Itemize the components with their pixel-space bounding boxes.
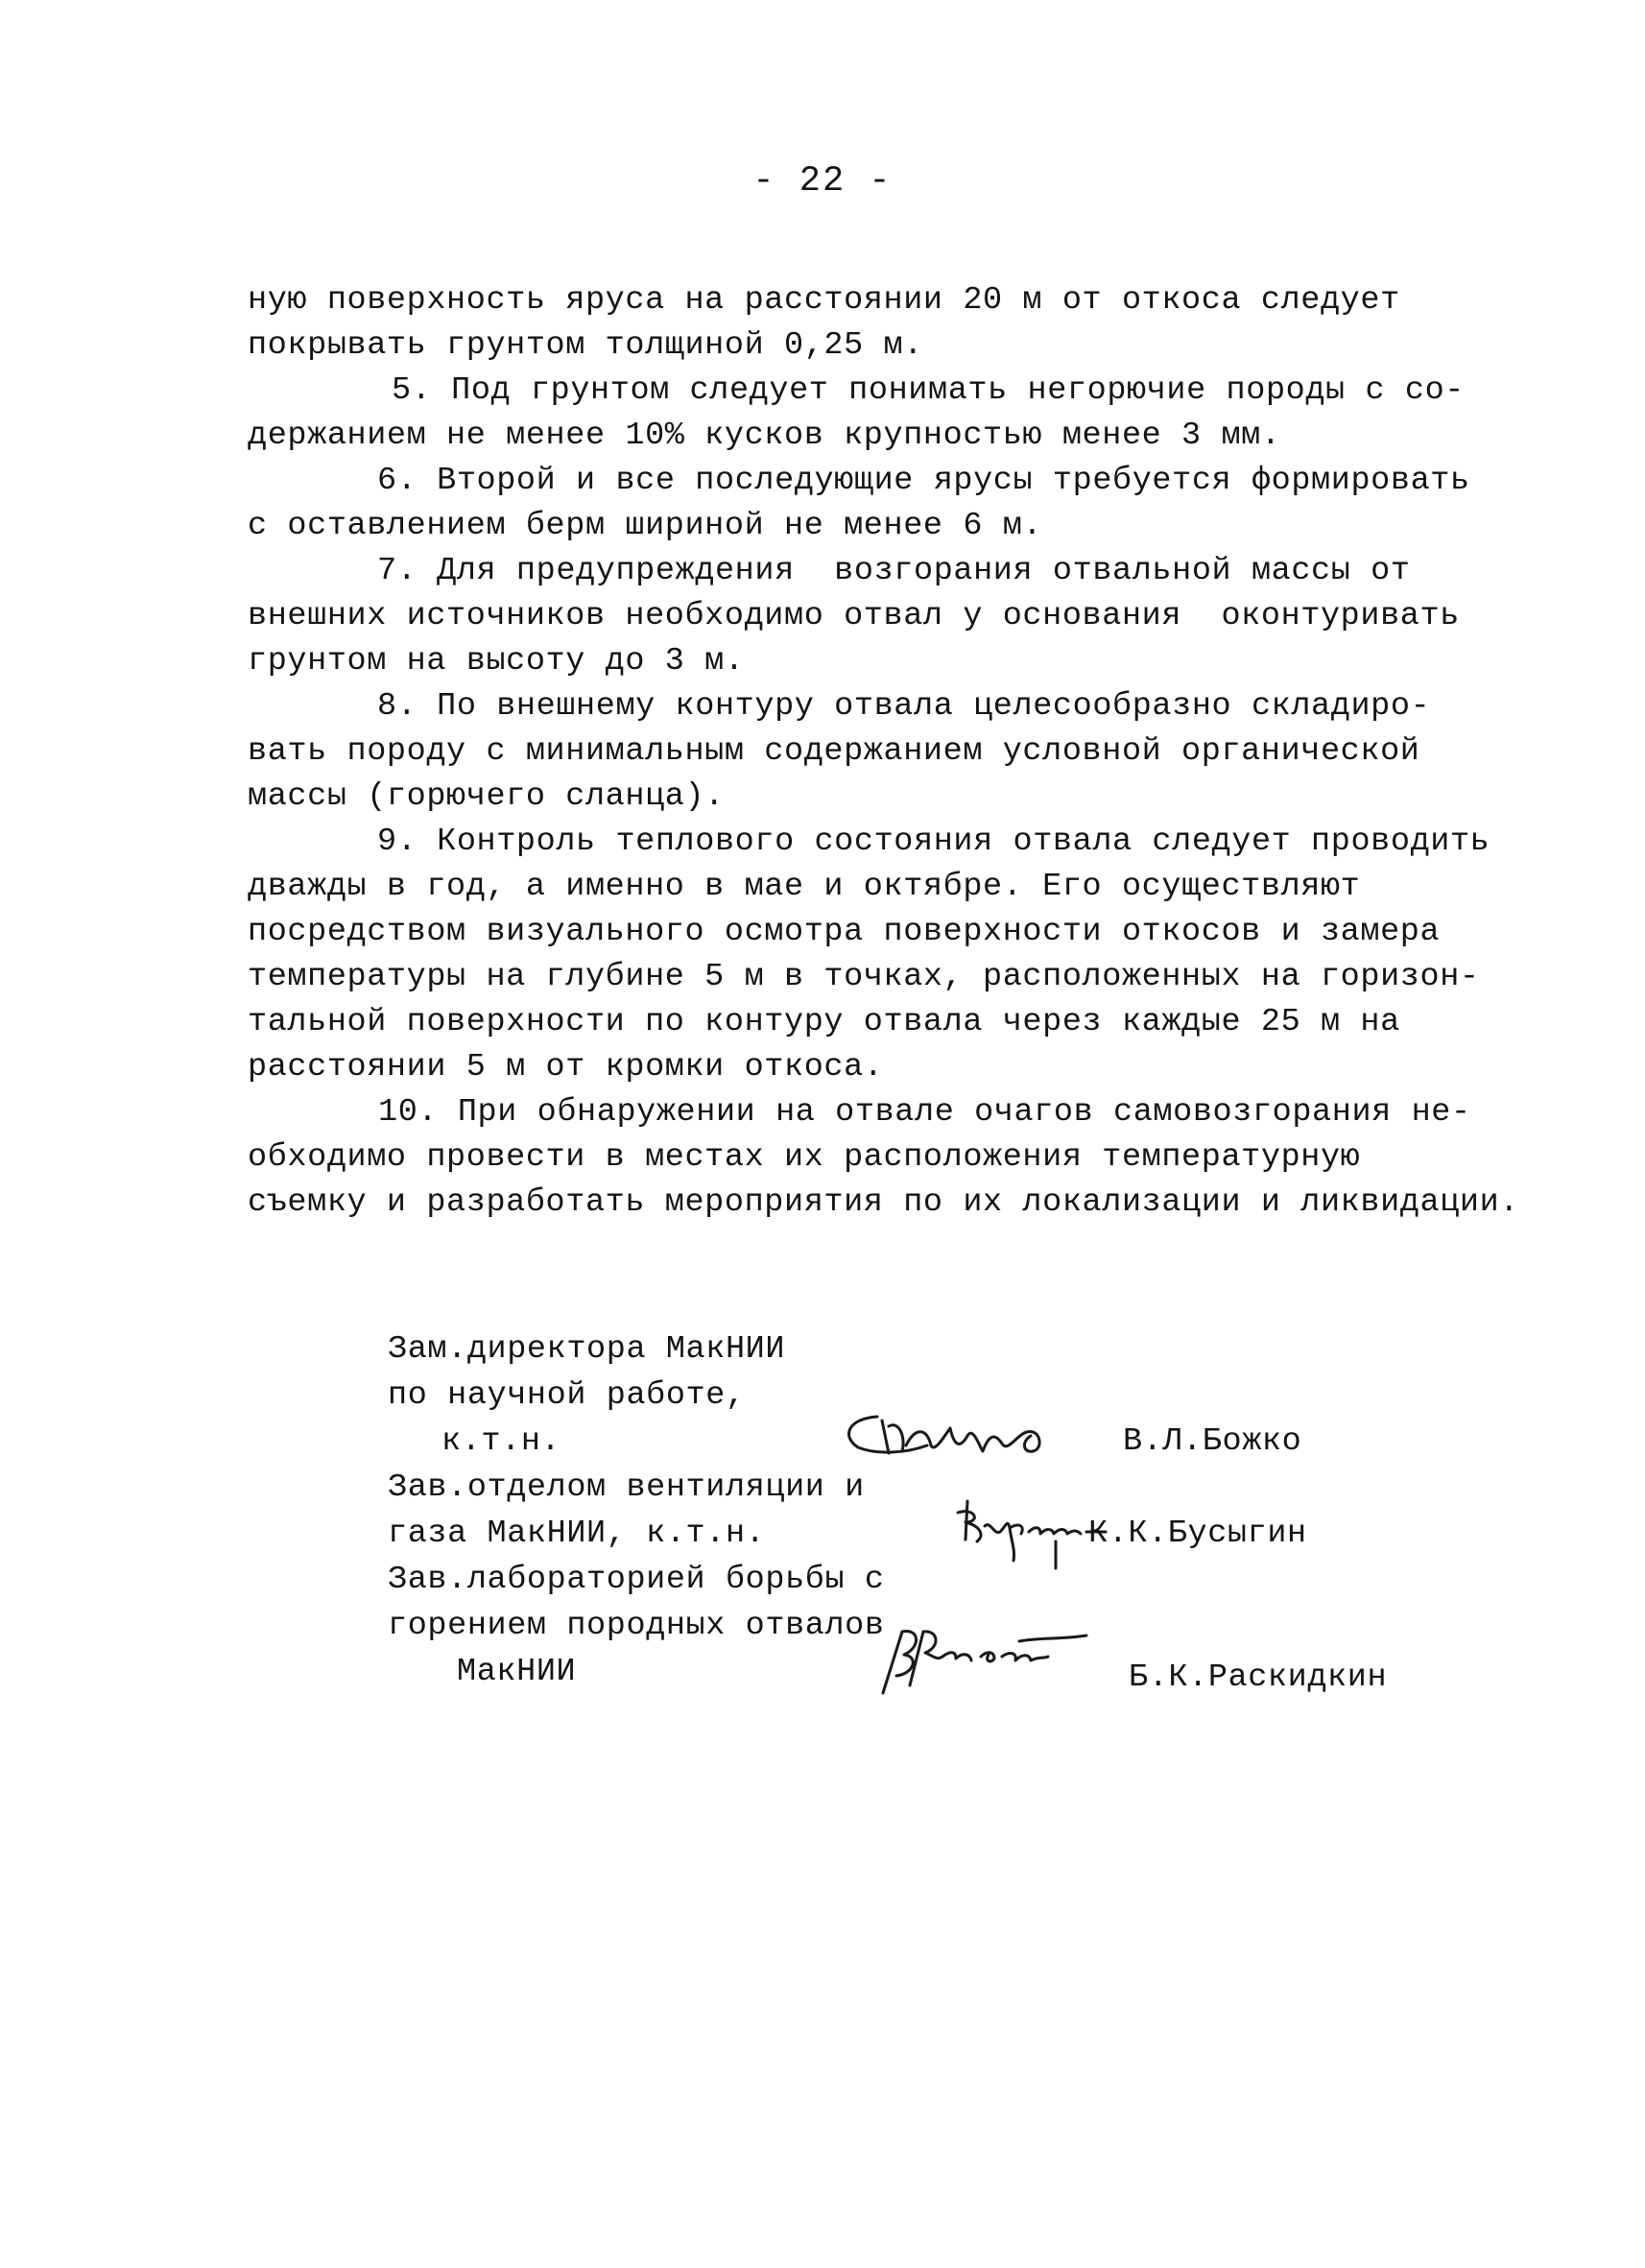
signature-raskidkin xyxy=(875,1618,1125,1705)
signatory-title: по научной работе, xyxy=(388,1377,746,1414)
text-line: с оставлением берм шириной не менее 6 м. xyxy=(248,508,1043,544)
text-line: ную поверхность яруса на расстоянии 20 м от откоса следует xyxy=(248,282,1400,319)
paragraph-6-line: 6. Второй и все последующие ярусы требуется формировать xyxy=(377,463,1470,499)
text-line: внешних источников необходимо отвал у основания оконтуривать xyxy=(248,598,1460,634)
text-line: дважды в год, а именно в мае и октябре. Его осуществляют xyxy=(248,869,1361,905)
text-line: посредством визуального осмотра поверхности откосов и замера xyxy=(248,914,1441,950)
signature-bozhko xyxy=(839,1407,1108,1465)
signature-block xyxy=(388,1330,1443,1733)
signatory-title: МакНИИ xyxy=(457,1654,577,1690)
paragraph-7-line: 7. Для предупреждения возгорания отвальной массы от xyxy=(377,553,1411,589)
signatory-title: Зам.директора МакНИИ xyxy=(388,1331,786,1368)
text-line: температуры на глубине 5 м в точках, расположенных на горизон- xyxy=(248,959,1480,995)
signatory-name: В.Л.Божко xyxy=(1123,1423,1302,1460)
signatory-name: К.К.Бусыгин xyxy=(1088,1516,1307,1552)
text-line: съемку и разработать мероприятия по их локализации и ликвидации. xyxy=(248,1184,1520,1221)
signatory-title: горением породных отвалов xyxy=(388,1608,885,1644)
signatory-name: Б.К.Раскидкин xyxy=(1129,1659,1388,1696)
text-line: грунтом на высоту до 3 м. xyxy=(248,643,745,680)
paragraph-5-line: 5. Под грунтом следует понимать негорючие породы с со- xyxy=(392,372,1465,409)
signatory-title: газа МакНИИ, к.т.н. xyxy=(388,1516,766,1552)
signatory-title: Зав.лабораторией борьбы с xyxy=(388,1562,885,1598)
signatory-title: Зав.отделом вентиляции и xyxy=(388,1469,865,1506)
text-line: вать породу с минимальным содержанием условной органической xyxy=(248,733,1420,770)
text-line: покрывать грунтом толщиной 0,25 м. xyxy=(248,327,923,364)
paragraph-10-line: 10. При обнаружении на отвале очагов самовозгорания не- xyxy=(378,1094,1471,1131)
page-number: - 22 - xyxy=(752,161,893,202)
text-line: обходимо провести в местах их расположения температурную xyxy=(248,1139,1361,1176)
paragraph-8-line: 8. По внешнему контуру отвала целесообразно складиро- xyxy=(377,688,1431,725)
signatory-title: к.т.н. xyxy=(441,1423,561,1460)
text-line: тальной поверхности по контуру отвала через каждые 25 м на xyxy=(248,1004,1400,1040)
text-line: держанием не менее 10% кусков крупностью менее 3 мм. xyxy=(248,418,1281,454)
body-text xyxy=(248,278,1520,1226)
paragraph-9-line: 9. Контроль теплового состояния отвала следует проводить xyxy=(377,824,1490,860)
text-line: массы (горючего сланца). xyxy=(248,778,725,815)
text-line: расстоянии 5 м от кромки откоса. xyxy=(248,1049,884,1086)
